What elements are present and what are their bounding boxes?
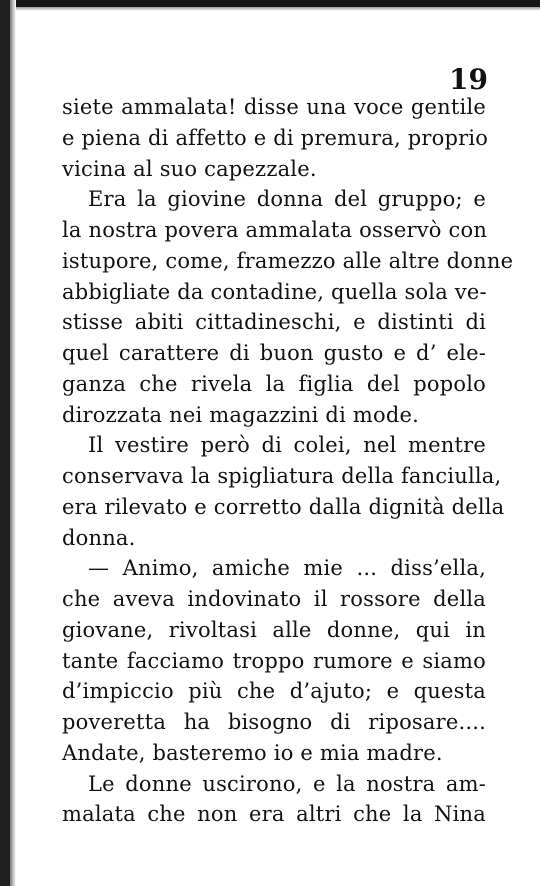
text-line: giovane, rivoltasi alle donne, qui in bbox=[62, 617, 486, 642]
text-line: Le donne uscirono, e la nostra am- bbox=[88, 771, 486, 796]
text-line: Andate, basteremo io e mia madre. bbox=[62, 740, 443, 765]
text-line: abbigliate da contadine, quella sola ve- bbox=[62, 279, 487, 304]
text-line: poveretta ha bisogno di riposare.... bbox=[62, 710, 486, 734]
text-line: malata che non era altri che la Nina bbox=[62, 802, 486, 827]
text-line: Era la giovine donna del gruppo; e bbox=[88, 187, 486, 212]
text-line: conservava la spigliatura della fanciulla, bbox=[62, 464, 502, 488]
text-line: d’impiccio più che d’ajuto; e questa bbox=[62, 679, 486, 704]
text-line: siete ammalata! disse una voce gentile bbox=[62, 95, 486, 119]
text-line: stisse abiti cittadineschi, e distinti di bbox=[62, 310, 486, 335]
page-number: 19 bbox=[449, 63, 488, 96]
text-line: la nostra povera ammalata osservò con bbox=[62, 218, 488, 242]
text-line: istupore, come, framezzo alle altre donne bbox=[62, 248, 514, 273]
text-line: ganza che rivela la figlia del popolo bbox=[62, 371, 486, 396]
text-line: era rilevato e corretto dalla dignità della bbox=[62, 494, 505, 519]
text-line: e piena di affetto e di premura, proprio bbox=[62, 125, 489, 150]
body-text bbox=[62, 92, 514, 830]
text-line: che aveva indovinato il rossore della bbox=[62, 587, 486, 611]
text-line: vicina al suo capezzale. bbox=[62, 156, 317, 181]
text-line: Il vestire però di colei, nel mentre bbox=[88, 433, 486, 458]
text-line: donna. bbox=[62, 525, 136, 550]
text-line: tante facciamo troppo rumore e siamo bbox=[62, 648, 486, 673]
page-top-shadow bbox=[0, 7, 540, 11]
page-binding-edge bbox=[0, 0, 10, 886]
text-line: dirozzata nei magazzini di mode. bbox=[62, 402, 419, 427]
page-top-edge bbox=[0, 0, 540, 7]
text-line: quel carattere di buon gusto e d’ ele- bbox=[62, 341, 486, 365]
text-line: — Animo, amiche mie ... diss’ella, bbox=[88, 556, 486, 581]
page-binding-shadow bbox=[10, 0, 16, 886]
